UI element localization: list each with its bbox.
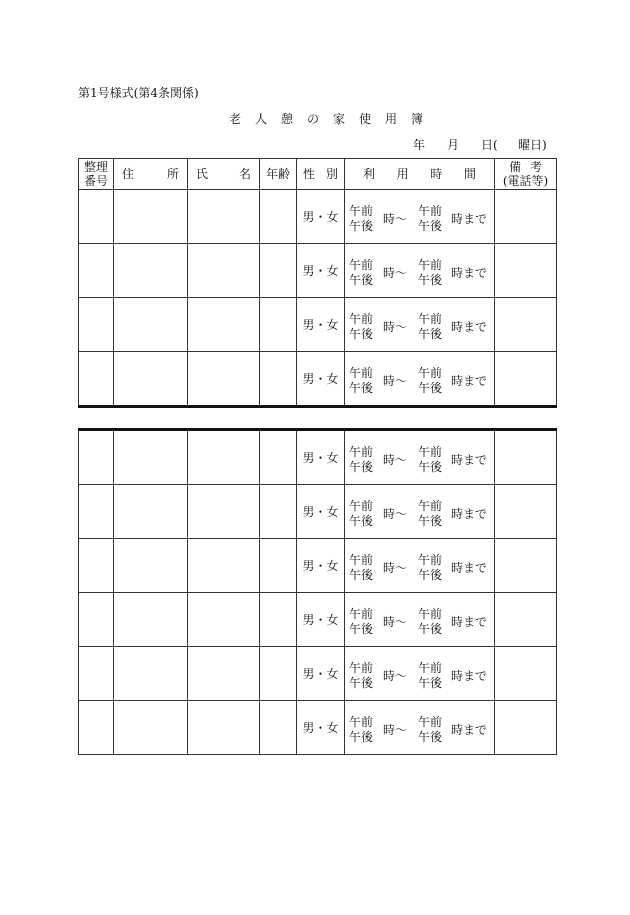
- header-name-b: 名: [238, 167, 251, 181]
- cell-sex[interactable]: [297, 701, 345, 755]
- cell-age[interactable]: [260, 430, 297, 485]
- cell-sex[interactable]: [297, 593, 345, 647]
- cell-name[interactable]: [188, 593, 260, 647]
- end-am: 午前: [418, 312, 443, 326]
- header-number-line2: 番号: [83, 174, 108, 188]
- until-suffix: 時まで: [451, 453, 488, 467]
- end-pm: 午後: [418, 514, 443, 528]
- cell-remarks[interactable]: [495, 593, 557, 647]
- cell-remarks[interactable]: [495, 430, 557, 485]
- cell-address[interactable]: [114, 485, 188, 539]
- end-pm: 午後: [418, 381, 443, 395]
- start-am: 午前: [349, 607, 374, 621]
- cell-age[interactable]: [260, 244, 297, 298]
- table-row: [79, 593, 557, 647]
- cell-number[interactable]: [79, 593, 114, 647]
- start-am: 午前: [349, 366, 374, 380]
- end-am: 午前: [418, 553, 443, 567]
- end-am: 午前: [418, 445, 443, 459]
- cell-sex[interactable]: [297, 539, 345, 593]
- cell-number[interactable]: [79, 485, 114, 539]
- cell-usage-time[interactable]: [345, 190, 495, 244]
- ledger-table-top: [78, 158, 557, 408]
- until-suffix: 時まで: [451, 615, 488, 629]
- cell-address[interactable]: [114, 352, 188, 407]
- date-day: 日(: [481, 138, 498, 152]
- cell-sex[interactable]: [297, 298, 345, 352]
- end-am: 午前: [418, 499, 443, 513]
- header-remarks: [495, 159, 557, 190]
- cell-address[interactable]: [114, 539, 188, 593]
- cell-age[interactable]: [260, 539, 297, 593]
- sex-options: 男・女: [302, 451, 339, 465]
- cell-usage-time[interactable]: [345, 647, 495, 701]
- from-suffix: 時〜: [383, 266, 408, 280]
- end-pm: 午後: [418, 676, 443, 690]
- cell-sex[interactable]: [297, 485, 345, 539]
- table-row: [79, 485, 557, 539]
- start-pm: 午後: [349, 622, 374, 636]
- cell-number[interactable]: [79, 430, 114, 485]
- cell-age[interactable]: [260, 701, 297, 755]
- table-row: [79, 701, 557, 755]
- start-pm: 午後: [349, 568, 374, 582]
- table-row: [79, 647, 557, 701]
- header-age: 年齢: [260, 159, 297, 190]
- end-am: 午前: [418, 607, 443, 621]
- end-pm: 午後: [418, 622, 443, 636]
- header-remarks-a: 備: [509, 160, 522, 174]
- cell-age[interactable]: [260, 298, 297, 352]
- cell-usage-time[interactable]: [345, 430, 495, 485]
- start-pm: 午後: [349, 273, 374, 287]
- sex-options: 男・女: [302, 264, 339, 278]
- cell-remarks[interactable]: [495, 352, 557, 407]
- table-row: [79, 298, 557, 352]
- cell-name[interactable]: [188, 485, 260, 539]
- until-suffix: 時まで: [451, 266, 488, 280]
- start-am: 午前: [349, 258, 374, 272]
- cell-name[interactable]: [188, 430, 260, 485]
- date-weekday: 曜日): [518, 138, 547, 152]
- from-suffix: 時〜: [383, 723, 408, 737]
- header-number-line1: 整理: [83, 160, 108, 174]
- cell-age[interactable]: [260, 647, 297, 701]
- cell-remarks[interactable]: [495, 485, 557, 539]
- cell-name[interactable]: [188, 190, 260, 244]
- until-suffix: 時まで: [451, 723, 488, 737]
- table-row: [79, 190, 557, 244]
- cell-number[interactable]: [79, 298, 114, 352]
- table-row: [79, 352, 557, 407]
- start-am: 午前: [349, 312, 374, 326]
- start-am: 午前: [349, 661, 374, 675]
- start-am: 午前: [349, 204, 374, 218]
- cell-name[interactable]: [188, 298, 260, 352]
- end-am: 午前: [418, 661, 443, 675]
- from-suffix: 時〜: [383, 374, 408, 388]
- cell-remarks[interactable]: [495, 647, 557, 701]
- end-pm: 午後: [418, 327, 443, 341]
- from-suffix: 時〜: [383, 320, 408, 334]
- cell-name[interactable]: [188, 539, 260, 593]
- sex-options: 男・女: [302, 559, 339, 573]
- cell-sex[interactable]: [297, 430, 345, 485]
- cell-sex[interactable]: [297, 244, 345, 298]
- header-sex-b: 別: [325, 167, 338, 181]
- cell-address[interactable]: [114, 298, 188, 352]
- cell-name[interactable]: [188, 701, 260, 755]
- end-am: 午前: [418, 258, 443, 272]
- until-suffix: 時まで: [451, 212, 488, 226]
- header-remarks-line2: (電話等): [502, 174, 549, 188]
- sex-options: 男・女: [302, 318, 339, 332]
- sex-options: 男・女: [302, 372, 339, 386]
- cell-name[interactable]: [188, 244, 260, 298]
- cell-age[interactable]: [260, 352, 297, 407]
- end-pm: 午後: [418, 219, 443, 233]
- end-pm: 午後: [418, 460, 443, 474]
- cell-remarks[interactable]: [495, 539, 557, 593]
- cell-address[interactable]: [114, 190, 188, 244]
- cell-number[interactable]: [79, 539, 114, 593]
- until-suffix: 時まで: [451, 320, 488, 334]
- start-am: 午前: [349, 715, 374, 729]
- cell-sex[interactable]: [297, 190, 345, 244]
- header-usage-a: 利: [363, 167, 376, 181]
- table-row: [79, 430, 557, 485]
- page-title: 老人憩の家使用簿: [229, 112, 438, 126]
- start-pm: 午後: [349, 327, 374, 341]
- header-address-b: 所: [166, 167, 179, 181]
- cell-number[interactable]: [79, 701, 114, 755]
- cell-sex[interactable]: [297, 352, 345, 407]
- ledger-table-bottom: [78, 428, 557, 755]
- table-row: [79, 539, 557, 593]
- end-pm: 午後: [418, 730, 443, 744]
- cell-usage-time[interactable]: [345, 244, 495, 298]
- header-usage-d: 間: [463, 167, 476, 181]
- cell-sex[interactable]: [297, 647, 345, 701]
- until-suffix: 時まで: [451, 374, 488, 388]
- from-suffix: 時〜: [383, 561, 408, 575]
- sex-options: 男・女: [302, 613, 339, 627]
- header-number: [79, 159, 114, 190]
- from-suffix: 時〜: [383, 507, 408, 521]
- cell-number[interactable]: [79, 190, 114, 244]
- start-pm: 午後: [349, 219, 374, 233]
- start-pm: 午後: [349, 676, 374, 690]
- header-usage-c: 時: [430, 167, 443, 181]
- header-name-a: 氏: [196, 167, 209, 181]
- table-row: [79, 244, 557, 298]
- end-am: 午前: [418, 715, 443, 729]
- end-pm: 午後: [418, 568, 443, 582]
- end-am: 午前: [418, 204, 443, 218]
- sex-options: 男・女: [302, 210, 339, 224]
- header-name: [188, 159, 260, 190]
- end-pm: 午後: [418, 273, 443, 287]
- header-row: [79, 159, 557, 190]
- header-address: [114, 159, 188, 190]
- cell-number[interactable]: [79, 647, 114, 701]
- cell-usage-time[interactable]: [345, 701, 495, 755]
- cell-remarks[interactable]: [495, 701, 557, 755]
- cell-usage-time[interactable]: [345, 539, 495, 593]
- cell-usage-time[interactable]: [345, 593, 495, 647]
- cell-number[interactable]: [79, 352, 114, 407]
- cell-usage-time[interactable]: [345, 352, 495, 407]
- start-pm: 午後: [349, 514, 374, 528]
- cell-name[interactable]: [188, 352, 260, 407]
- sex-options: 男・女: [302, 721, 339, 735]
- sex-options: 男・女: [302, 505, 339, 519]
- until-suffix: 時まで: [451, 507, 488, 521]
- cell-age[interactable]: [260, 593, 297, 647]
- until-suffix: 時まで: [451, 669, 488, 683]
- cell-usage-time[interactable]: [345, 298, 495, 352]
- cell-age[interactable]: [260, 485, 297, 539]
- date-month: 月: [447, 138, 460, 152]
- start-am: 午前: [349, 445, 374, 459]
- until-suffix: 時まで: [451, 561, 488, 575]
- header-sex: [297, 159, 345, 190]
- end-am: 午前: [418, 366, 443, 380]
- cell-usage-time[interactable]: [345, 485, 495, 539]
- cell-number[interactable]: [79, 244, 114, 298]
- from-suffix: 時〜: [383, 669, 408, 683]
- header-sex-a: 性: [303, 167, 316, 181]
- start-am: 午前: [349, 499, 374, 513]
- header-usage-time: [345, 159, 495, 190]
- cell-remarks[interactable]: [495, 244, 557, 298]
- cell-address[interactable]: [114, 701, 188, 755]
- header-address-a: 住: [122, 167, 135, 181]
- cell-address[interactable]: [114, 593, 188, 647]
- cell-address[interactable]: [114, 647, 188, 701]
- header-remarks-b: 考: [529, 160, 542, 174]
- sex-options: 男・女: [302, 667, 339, 681]
- cell-remarks[interactable]: [495, 298, 557, 352]
- form-number: 第1号様式(第4条関係): [78, 86, 199, 100]
- cell-name[interactable]: [188, 647, 260, 701]
- header-usage-b: 用: [396, 167, 409, 181]
- cell-address[interactable]: [114, 244, 188, 298]
- start-pm: 午後: [349, 460, 374, 474]
- date-year: 年: [413, 138, 426, 152]
- from-suffix: 時〜: [383, 615, 408, 629]
- cell-age[interactable]: [260, 190, 297, 244]
- from-suffix: 時〜: [383, 453, 408, 467]
- cell-address[interactable]: [114, 430, 188, 485]
- start-pm: 午後: [349, 730, 374, 744]
- start-am: 午前: [349, 553, 374, 567]
- start-pm: 午後: [349, 381, 374, 395]
- from-suffix: 時〜: [383, 212, 408, 226]
- cell-remarks[interactable]: [495, 190, 557, 244]
